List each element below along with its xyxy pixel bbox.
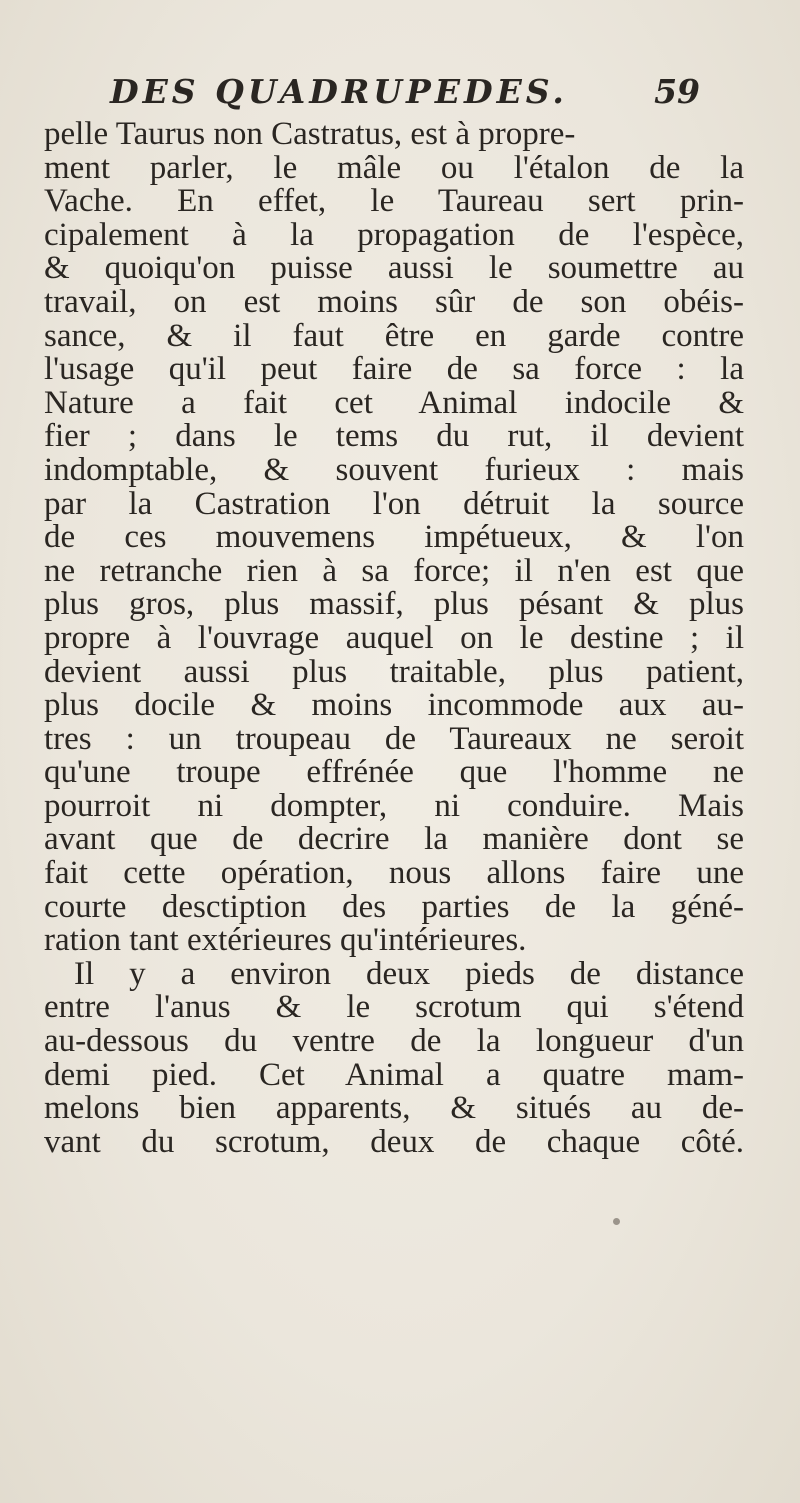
text-line: tres : un troupeau de Taureaux ne seroit xyxy=(44,720,744,757)
text-line: ment parler, le mâle ou l'étalon de la xyxy=(44,149,744,186)
body-text xyxy=(44,118,744,1159)
running-head-title: DES QUADRUPEDES. xyxy=(110,72,568,111)
text-line: ration tant extérieures qu'intérieures. xyxy=(44,922,527,959)
text-line: entre l'anus & le scrotum qui s'étend xyxy=(44,989,744,1026)
text-line: l'usage qu'il peut faire de sa force : la xyxy=(44,351,744,388)
text-line: sance, & il faut être en garde contre xyxy=(44,317,744,354)
text-line: plus docile & moins incommode aux au- xyxy=(44,687,744,724)
text-line: ne retranche rien à sa force; il n'en est que xyxy=(44,552,744,589)
text-line: de ces mouvemens impétueux, & l'on xyxy=(44,519,744,556)
text-line: fait cette opération, nous allons faire une xyxy=(44,855,744,892)
text-line: pourroit ni dompter, ni conduire. Mais xyxy=(44,787,744,824)
text-line: pelle Taurus non Castratus, est à propre- xyxy=(44,116,576,152)
text-line: demi pied. Cet Animal a quatre mam- xyxy=(44,1056,744,1093)
ink-spot xyxy=(613,1218,620,1225)
text-line: propre à l'ouvrage auquel on le destine ; il xyxy=(44,619,744,656)
text-line: Nature a fait cet Animal indocile & xyxy=(44,384,744,421)
running-head xyxy=(80,72,700,112)
text-line: avant que de decrire la manière dont se xyxy=(44,821,744,858)
text-line: travail, on est moins sûr de son obéis- xyxy=(44,283,744,320)
text-line: vant du scrotum, deux de chaque côté. xyxy=(44,1123,744,1160)
text-line: par la Castration l'on détruit la source xyxy=(44,485,744,522)
text-line: & quoiqu'on puisse aussi le soumettre au xyxy=(44,250,744,287)
text-line: plus gros, plus massif, plus pésant & plus xyxy=(44,586,744,623)
text-line: cipalement à la propagation de l'espèce, xyxy=(44,216,744,253)
text-line: Vache. En effet, le Taureau sert prin- xyxy=(44,183,744,220)
text-line: courte desctiption des parties de la géné- xyxy=(44,888,744,925)
text-line: devient aussi plus traitable, plus patient, xyxy=(44,653,744,690)
page-number: 59 xyxy=(654,72,700,111)
text-line: indomptable, & souvent furieux : mais xyxy=(44,451,744,488)
text-line: melons bien apparents, & situés au de- xyxy=(44,1090,744,1127)
text-line: qu'une troupe effrénée que l'homme ne xyxy=(44,754,744,791)
text-line: au-dessous du ventre de la longueur d'un xyxy=(44,1023,744,1060)
text-line: Il y a environ deux pieds de distance xyxy=(74,955,744,992)
text-line: fier ; dans le tems du rut, il devient xyxy=(44,418,744,455)
